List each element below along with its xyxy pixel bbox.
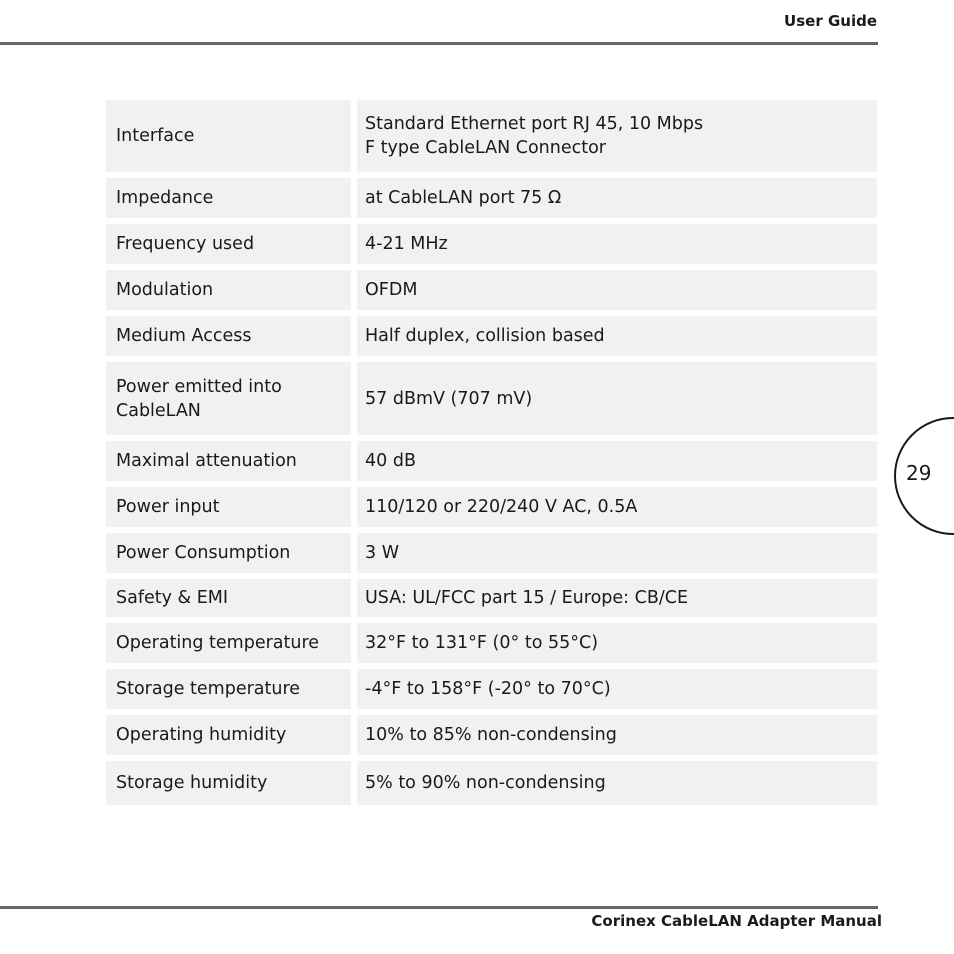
spec-table <box>106 100 877 811</box>
spec-row-power-consumption <box>106 533 877 573</box>
spec-row-medium-access <box>106 316 877 356</box>
spec-value: 32°F to 131°F (0° to 55°C) <box>357 623 877 663</box>
footer-title: Corinex CableLAN Adapter Manual <box>591 912 882 930</box>
spec-label: Interface <box>106 100 351 172</box>
spec-value: OFDM <box>357 270 877 310</box>
spec-row-storage-temperature <box>106 669 877 709</box>
header-rule <box>0 42 878 45</box>
spec-row-power-input <box>106 487 877 527</box>
spec-value: 110/120 or 220/240 V AC, 0.5A <box>357 487 877 527</box>
spec-value: 3 W <box>357 533 877 573</box>
spec-row-safety <box>106 579 877 617</box>
spec-label: Impedance <box>106 178 351 218</box>
spec-value: 40 dB <box>357 441 877 481</box>
spec-label: Operating temperature <box>106 623 351 663</box>
spec-row-operating-temperature <box>106 623 877 663</box>
footer-rule <box>0 906 878 909</box>
spec-label: Power Consumption <box>106 533 351 573</box>
spec-label: Maximal attenuation <box>106 441 351 481</box>
spec-row-power-emitted <box>106 362 877 435</box>
spec-value: -4°F to 158°F (-20° to 70°C) <box>357 669 877 709</box>
spec-row-impedance <box>106 178 877 218</box>
spec-value: Half duplex, collision based <box>357 316 877 356</box>
spec-row-interface <box>106 100 877 172</box>
spec-value: at CableLAN port 75 Ω <box>357 178 877 218</box>
spec-label: Safety & EMI <box>106 579 351 617</box>
spec-label: Medium Access <box>106 316 351 356</box>
spec-row-modulation <box>106 270 877 310</box>
spec-value: USA: UL/FCC part 15 / Europe: CB/CE <box>357 579 877 617</box>
header-title: User Guide <box>784 12 877 30</box>
spec-value: 5% to 90% non-condensing <box>357 761 877 805</box>
spec-label: Power emitted into CableLAN <box>106 362 351 435</box>
spec-value: 10% to 85% non-condensing <box>357 715 877 755</box>
spec-label: Power input <box>106 487 351 527</box>
spec-value: Standard Ethernet port RJ 45, 10 Mbps F type CableLAN Connector <box>357 100 877 172</box>
spec-row-attenuation <box>106 441 877 481</box>
spec-value: 4-21 MHz <box>357 224 877 264</box>
spec-label: Storage humidity <box>106 761 351 805</box>
spec-label: Operating humidity <box>106 715 351 755</box>
spec-value: 57 dBmV (707 mV) <box>357 362 877 435</box>
spec-row-storage-humidity <box>106 761 877 805</box>
spec-row-operating-humidity <box>106 715 877 755</box>
spec-label: Storage temperature <box>106 669 351 709</box>
page-number: 29 <box>906 461 932 485</box>
spec-row-frequency <box>106 224 877 264</box>
spec-label: Modulation <box>106 270 351 310</box>
spec-label: Frequency used <box>106 224 351 264</box>
